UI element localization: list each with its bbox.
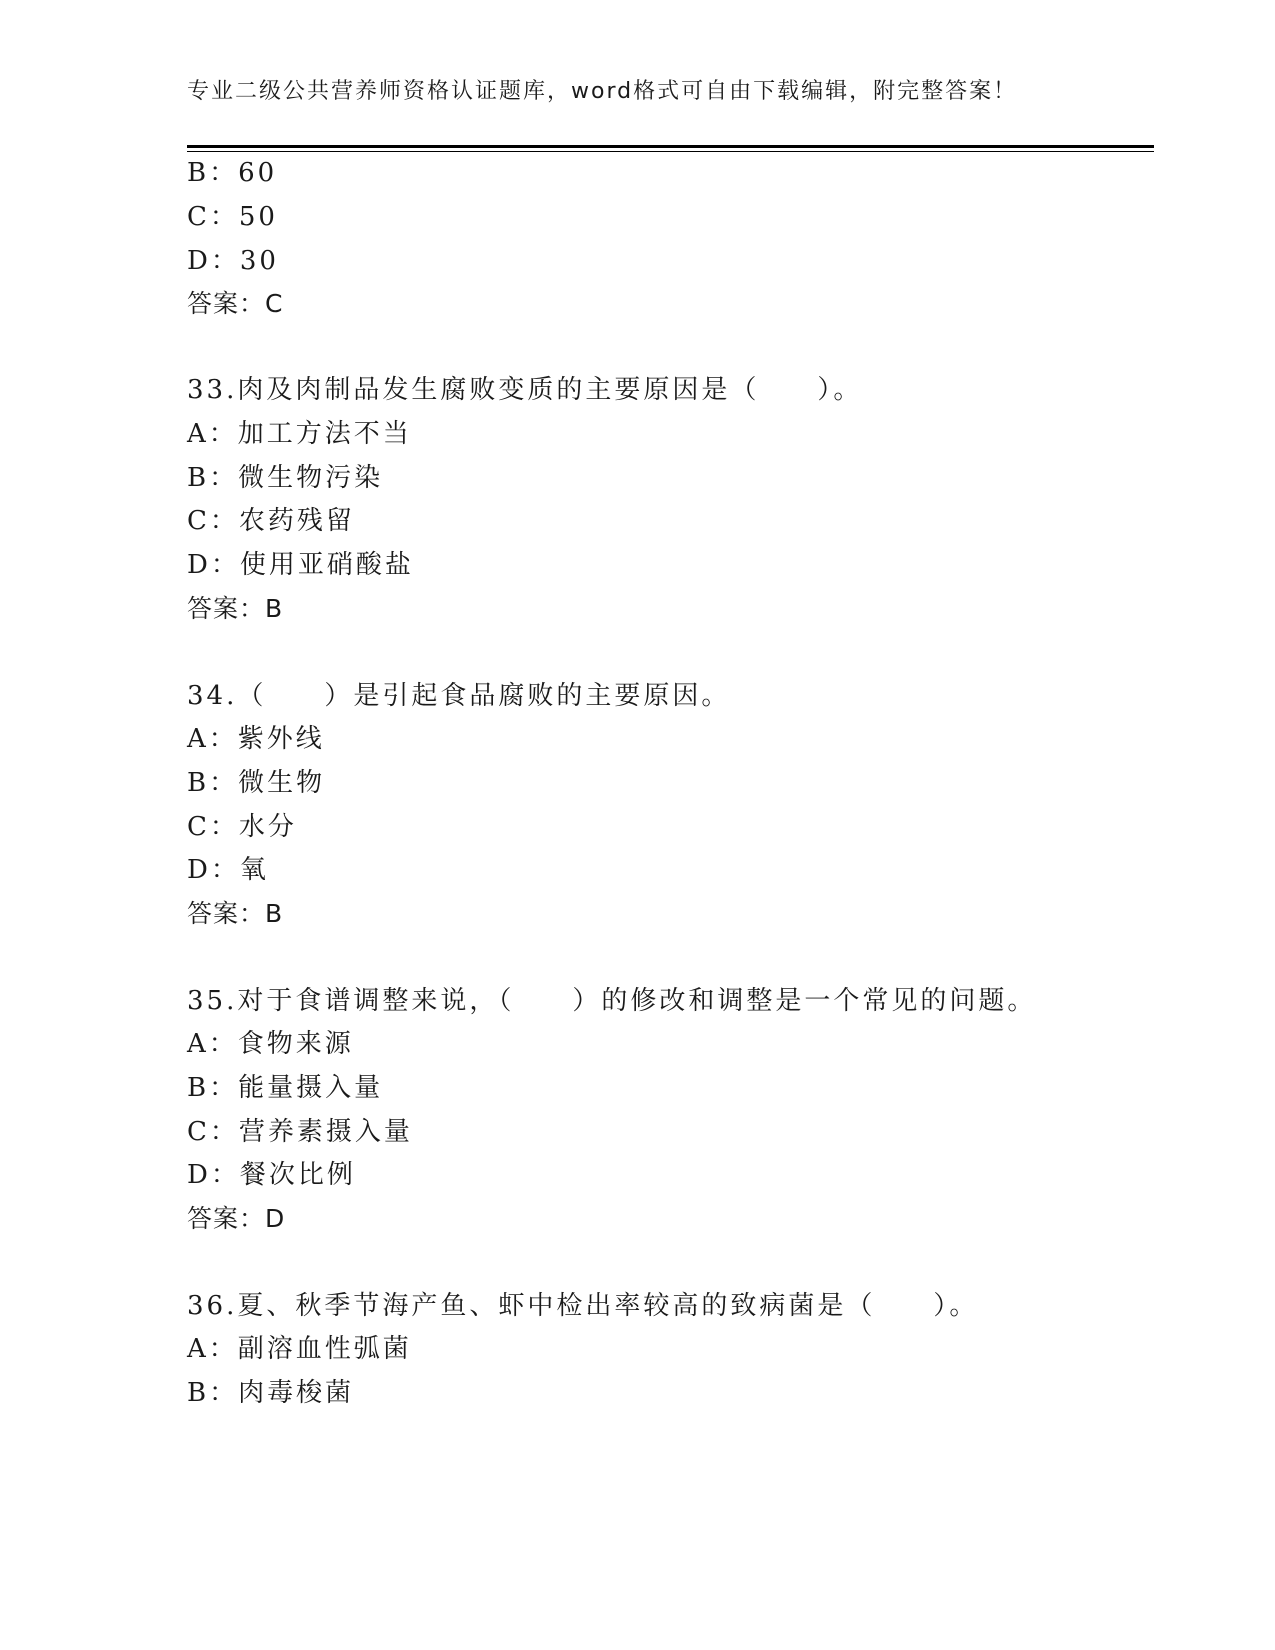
option-c: C：水分 [187, 812, 297, 842]
option-a: A：副溶血性弧菌 [187, 1334, 412, 1364]
option-b: B：肉毒梭菌 [187, 1378, 355, 1408]
answer: 答案：B [187, 899, 284, 928]
option-c: C：农药残留 [187, 506, 355, 536]
question-stem: 35.对于食谱调整来说，（ ）的修改和调整是一个常见的问题。 [187, 986, 1037, 1016]
answer: 答案：C [187, 289, 284, 318]
header-divider-thick [187, 145, 1154, 148]
question-stem: 33.肉及肉制品发生腐败变质的主要原因是（ ）。 [187, 375, 863, 405]
option-b: B：能量摄入量 [187, 1073, 384, 1103]
question-stem: 36.夏、秋季节海产鱼、虾中检出率较高的致病菌是（ ）。 [187, 1291, 979, 1321]
option-d: D：使用亚硝酸盐 [187, 550, 414, 580]
header-text: 专业二级公共营养师资格认证题库，word格式可自由下载编辑，附完整答案！ [187, 79, 1018, 104]
option-b: B：微生物污染 [187, 463, 384, 493]
option-c: C：50 [187, 202, 278, 232]
option-a: A：加工方法不当 [187, 419, 412, 449]
option-b: B：微生物 [187, 768, 326, 798]
answer: 答案：D [187, 1204, 286, 1233]
header-divider-thin [187, 151, 1154, 152]
option-d: D：餐次比例 [187, 1160, 356, 1190]
option-d: D：氧 [187, 855, 269, 885]
option-b: B：60 [187, 158, 278, 188]
answer: 答案：B [187, 594, 284, 623]
option-a: A：食物来源 [187, 1029, 354, 1059]
option-d: D：30 [187, 246, 279, 276]
option-a: A：紫外线 [187, 724, 325, 754]
question-stem: 34.（ ）是引起食品腐败的主要原因。 [187, 681, 731, 711]
option-c: C：营养素摄入量 [187, 1117, 413, 1147]
